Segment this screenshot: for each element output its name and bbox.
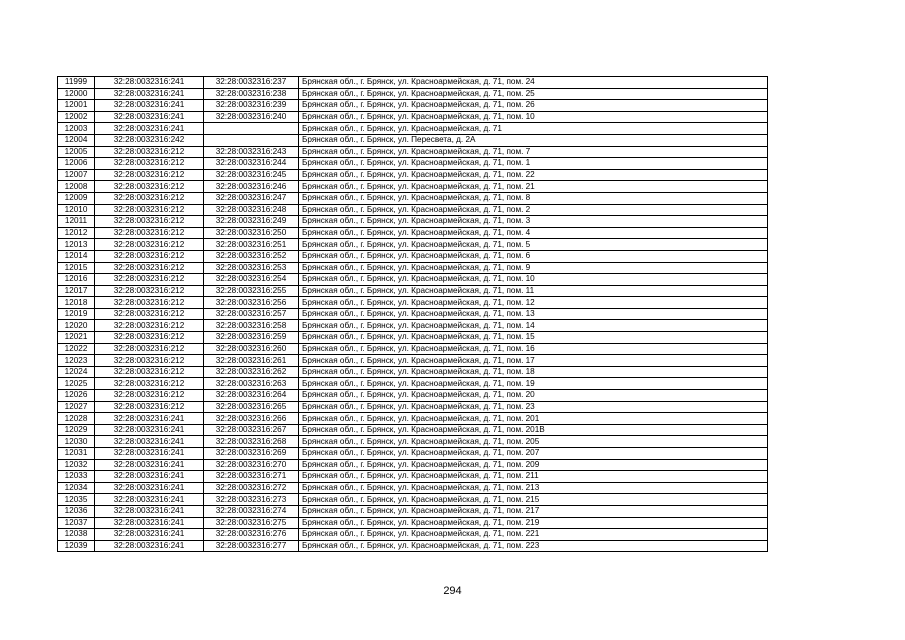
cadastral-number-cell: 32:28:0032316:264 (204, 390, 299, 402)
cadastral-number-cell: 32:28:0032316:253 (204, 262, 299, 274)
parent-cadastral-number-cell: 32:28:0032316:241 (95, 100, 204, 112)
address-cell: Брянская обл., г. Брянск, ул. Красноармейская, д. 71, пом. 20 (299, 390, 768, 402)
parent-cadastral-number-cell: 32:28:0032316:241 (95, 77, 204, 89)
row-number-cell: 12007 (58, 169, 95, 181)
parent-cadastral-number-cell: 32:28:0032316:212 (95, 181, 204, 193)
cadastral-number-cell: 32:28:0032316:265 (204, 401, 299, 413)
row-number-cell: 12029 (58, 424, 95, 436)
parent-cadastral-number-cell: 32:28:0032316:241 (95, 459, 204, 471)
row-number-cell: 12021 (58, 332, 95, 344)
address-cell: Брянская обл., г. Брянск, ул. Красноармейская, д. 71, пом. 22 (299, 169, 768, 181)
parent-cadastral-number-cell: 32:28:0032316:212 (95, 262, 204, 274)
row-number-cell: 12035 (58, 494, 95, 506)
row-number-cell: 12038 (58, 529, 95, 541)
row-number-cell: 12014 (58, 250, 95, 262)
row-number-cell: 12023 (58, 355, 95, 367)
parent-cadastral-number-cell: 32:28:0032316:241 (95, 494, 204, 506)
row-number-cell: 12016 (58, 274, 95, 286)
cadastral-number-cell: 32:28:0032316:261 (204, 355, 299, 367)
cadastral-number-cell: 32:28:0032316:248 (204, 204, 299, 216)
address-cell: Брянская обл., г. Брянск, ул. Красноармейская, д. 71, пом. 12 (299, 297, 768, 309)
cadastral-number-cell: 32:28:0032316:239 (204, 100, 299, 112)
address-cell: Брянская обл., г. Брянск, ул. Красноармейская, д. 71, пом. 18 (299, 366, 768, 378)
cadastral-number-cell: 32:28:0032316:252 (204, 250, 299, 262)
row-number-cell: 12019 (58, 308, 95, 320)
row-number-cell: 12028 (58, 413, 95, 425)
row-number-cell: 12010 (58, 204, 95, 216)
address-cell: Брянская обл., г. Брянск, ул. Красноармейская, д. 71, пом. 8 (299, 192, 768, 204)
table-row (58, 459, 768, 471)
table-row (58, 77, 768, 89)
row-number-cell: 12024 (58, 366, 95, 378)
page-number: 294 (443, 585, 462, 597)
table-row (58, 262, 768, 274)
address-cell: Брянская обл., г. Брянск, ул. Красноармейская, д. 71, пом. 3 (299, 216, 768, 228)
cadastral-number-cell: 32:28:0032316:249 (204, 216, 299, 228)
table-row (58, 540, 768, 552)
address-cell: Брянская обл., г. Брянск, ул. Красноармейская, д. 71, пом. 2 (299, 204, 768, 216)
cadastral-number-cell: 32:28:0032316:254 (204, 274, 299, 286)
table-row (58, 100, 768, 112)
cadastral-number-cell: 32:28:0032316:271 (204, 471, 299, 483)
address-cell: Брянская обл., г. Брянск, ул. Красноармейская, д. 71, пом. 24 (299, 77, 768, 89)
address-cell: Брянская обл., г. Брянск, ул. Красноармейская, д. 71 (299, 123, 768, 135)
row-number-cell: 12002 (58, 111, 95, 123)
address-cell: Брянская обл., г. Брянск, ул. Красноармейская, д. 71, пом. 4 (299, 227, 768, 239)
table-row (58, 517, 768, 529)
parent-cadastral-number-cell: 32:28:0032316:241 (95, 540, 204, 552)
cadastral-number-cell: 32:28:0032316:273 (204, 494, 299, 506)
table-row (58, 239, 768, 251)
row-number-cell: 12031 (58, 448, 95, 460)
cadastral-number-cell: 32:28:0032316:276 (204, 529, 299, 541)
cadastral-number-cell: 32:28:0032316:262 (204, 366, 299, 378)
row-number-cell: 12034 (58, 482, 95, 494)
parent-cadastral-number-cell: 32:28:0032316:242 (95, 134, 204, 146)
parent-cadastral-number-cell: 32:28:0032316:212 (95, 158, 204, 170)
table-row (58, 158, 768, 170)
row-number-cell: 12037 (58, 517, 95, 529)
address-cell: Брянская обл., г. Брянск, ул. Красноармейская, д. 71, пом. 11 (299, 285, 768, 297)
parent-cadastral-number-cell: 32:28:0032316:212 (95, 192, 204, 204)
cadastral-number-cell: 32:28:0032316:274 (204, 505, 299, 517)
table-row (58, 401, 768, 413)
cadastral-number-cell: 32:28:0032316:259 (204, 332, 299, 344)
address-cell: Брянская обл., г. Брянск, ул. Красноармейская, д. 71, пом. 10 (299, 274, 768, 286)
table-row (58, 274, 768, 286)
parent-cadastral-number-cell: 32:28:0032316:212 (95, 216, 204, 228)
address-cell: Брянская обл., г. Брянск, ул. Красноармейская, д. 71, пом. 5 (299, 239, 768, 251)
row-number-cell: 12012 (58, 227, 95, 239)
table-row (58, 216, 768, 228)
row-number-cell: 12025 (58, 378, 95, 390)
table-row (58, 448, 768, 460)
cadastral-number-cell: 32:28:0032316:258 (204, 320, 299, 332)
row-number-cell: 12001 (58, 100, 95, 112)
parent-cadastral-number-cell: 32:28:0032316:241 (95, 436, 204, 448)
row-number-cell: 12018 (58, 297, 95, 309)
parent-cadastral-number-cell: 32:28:0032316:212 (95, 227, 204, 239)
parent-cadastral-number-cell: 32:28:0032316:212 (95, 401, 204, 413)
row-number-cell: 12005 (58, 146, 95, 158)
parent-cadastral-number-cell: 32:28:0032316:241 (95, 471, 204, 483)
table-row (58, 134, 768, 146)
row-number-cell: 12030 (58, 436, 95, 448)
cadastral-number-cell: 32:28:0032316:260 (204, 343, 299, 355)
address-cell: Брянская обл., г. Брянск, ул. Красноармейская, д. 71, пом. 26 (299, 100, 768, 112)
parent-cadastral-number-cell: 32:28:0032316:241 (95, 482, 204, 494)
cadastral-number-cell: 32:28:0032316:245 (204, 169, 299, 181)
parent-cadastral-number-cell: 32:28:0032316:241 (95, 413, 204, 425)
table-row (58, 146, 768, 158)
table-row (58, 494, 768, 506)
table-row (58, 505, 768, 517)
row-number-cell: 12015 (58, 262, 95, 274)
cadastral-number-cell: 32:28:0032316:268 (204, 436, 299, 448)
address-cell: Брянская обл., г. Брянск, ул. Красноармейская, д. 71, пом. 205 (299, 436, 768, 448)
row-number-cell: 12013 (58, 239, 95, 251)
table-row (58, 320, 768, 332)
cadastral-number-cell: 32:28:0032316:257 (204, 308, 299, 320)
parent-cadastral-number-cell: 32:28:0032316:212 (95, 146, 204, 158)
parent-cadastral-number-cell: 32:28:0032316:212 (95, 250, 204, 262)
table-row (58, 297, 768, 309)
address-cell: Брянская обл., г. Брянск, ул. Красноармейская, д. 71, пом. 1 (299, 158, 768, 170)
address-cell: Брянская обл., г. Брянск, ул. Красноармейская, д. 71, пом. 209 (299, 459, 768, 471)
table-row (58, 390, 768, 402)
cadastral-number-cell: 32:28:0032316:238 (204, 88, 299, 100)
cadastral-number-cell (204, 134, 299, 146)
table-row (58, 192, 768, 204)
cadastral-number-cell: 32:28:0032316:269 (204, 448, 299, 460)
table-row (58, 227, 768, 239)
table-row (58, 424, 768, 436)
address-cell: Брянская обл., г. Брянск, ул. Красноармейская, д. 71, пом. 25 (299, 88, 768, 100)
row-number-cell: 12039 (58, 540, 95, 552)
table-row (58, 88, 768, 100)
address-cell: Брянская обл., г. Брянск, ул. Красноармейская, д. 71, пом. 223 (299, 540, 768, 552)
parent-cadastral-number-cell: 32:28:0032316:212 (95, 297, 204, 309)
address-cell: Брянская обл., г. Брянск, ул. Красноармейская, д. 71, пом. 19 (299, 378, 768, 390)
row-number-cell: 12033 (58, 471, 95, 483)
table-row (58, 413, 768, 425)
parent-cadastral-number-cell: 32:28:0032316:212 (95, 320, 204, 332)
address-cell: Брянская обл., г. Брянск, ул. Красноармейская, д. 71, пом. 201В (299, 424, 768, 436)
table-row (58, 355, 768, 367)
parent-cadastral-number-cell: 32:28:0032316:241 (95, 505, 204, 517)
cadastral-number-cell: 32:28:0032316:247 (204, 192, 299, 204)
cadastral-number-cell: 32:28:0032316:255 (204, 285, 299, 297)
table-row (58, 343, 768, 355)
address-cell: Брянская обл., г. Брянск, ул. Красноармейская, д. 71, пом. 21 (299, 181, 768, 193)
parent-cadastral-number-cell: 32:28:0032316:212 (95, 378, 204, 390)
row-number-cell: 12003 (58, 123, 95, 135)
cadastral-number-cell: 32:28:0032316:251 (204, 239, 299, 251)
row-number-cell: 12026 (58, 390, 95, 402)
table-row (58, 181, 768, 193)
address-cell: Брянская обл., г. Брянск, ул. Красноармейская, д. 71, пом. 221 (299, 529, 768, 541)
table-row (58, 204, 768, 216)
table-row (58, 378, 768, 390)
address-cell: Брянская обл., г. Брянск, ул. Красноармейская, д. 71, пом. 23 (299, 401, 768, 413)
parent-cadastral-number-cell: 32:28:0032316:212 (95, 366, 204, 378)
row-number-cell: 11999 (58, 77, 95, 89)
table-row (58, 471, 768, 483)
row-number-cell: 12020 (58, 320, 95, 332)
cadastral-number-cell: 32:28:0032316:263 (204, 378, 299, 390)
address-cell: Брянская обл., г. Брянск, ул. Красноармейская, д. 71, пом. 13 (299, 308, 768, 320)
cadastral-number-cell: 32:28:0032316:244 (204, 158, 299, 170)
cadastral-number-cell: 32:28:0032316:240 (204, 111, 299, 123)
cadastral-number-cell: 32:28:0032316:272 (204, 482, 299, 494)
parent-cadastral-number-cell: 32:28:0032316:212 (95, 308, 204, 320)
cadastral-number-cell: 32:28:0032316:246 (204, 181, 299, 193)
row-number-cell: 12000 (58, 88, 95, 100)
row-number-cell: 12008 (58, 181, 95, 193)
address-cell: Брянская обл., г. Брянск, ул. Красноармейская, д. 71, пом. 17 (299, 355, 768, 367)
cadastral-table (57, 76, 768, 552)
cadastral-number-cell: 32:28:0032316:237 (204, 77, 299, 89)
parent-cadastral-number-cell: 32:28:0032316:212 (95, 285, 204, 297)
table-row (58, 308, 768, 320)
address-cell: Брянская обл., г. Брянск, ул. Красноармейская, д. 71, пом. 15 (299, 332, 768, 344)
row-number-cell: 12036 (58, 505, 95, 517)
cadastral-number-cell: 32:28:0032316:250 (204, 227, 299, 239)
address-cell: Брянская обл., г. Брянск, ул. Красноармейская, д. 71, пом. 7 (299, 146, 768, 158)
parent-cadastral-number-cell: 32:28:0032316:241 (95, 529, 204, 541)
parent-cadastral-number-cell: 32:28:0032316:212 (95, 274, 204, 286)
table-row (58, 250, 768, 262)
table-row (58, 482, 768, 494)
parent-cadastral-number-cell: 32:28:0032316:241 (95, 123, 204, 135)
address-cell: Брянская обл., г. Брянск, ул. Красноармейская, д. 71, пом. 219 (299, 517, 768, 529)
row-number-cell: 12009 (58, 192, 95, 204)
cadastral-number-cell: 32:28:0032316:267 (204, 424, 299, 436)
parent-cadastral-number-cell: 32:28:0032316:212 (95, 355, 204, 367)
table-row (58, 111, 768, 123)
cadastral-number-cell: 32:28:0032316:270 (204, 459, 299, 471)
address-cell: Брянская обл., г. Брянск, ул. Красноармейская, д. 71, пом. 207 (299, 448, 768, 460)
address-cell: Брянская обл., г. Брянск, ул. Красноармейская, д. 71, пом. 201 (299, 413, 768, 425)
table-row (58, 123, 768, 135)
table-row (58, 285, 768, 297)
row-number-cell: 12006 (58, 158, 95, 170)
address-cell: Брянская обл., г. Брянск, ул. Красноармейская, д. 71, пом. 10 (299, 111, 768, 123)
parent-cadastral-number-cell: 32:28:0032316:241 (95, 88, 204, 100)
address-cell: Брянская обл., г. Брянск, ул. Красноармейская, д. 71, пом. 213 (299, 482, 768, 494)
address-cell: Брянская обл., г. Брянск, ул. Красноармейская, д. 71, пом. 6 (299, 250, 768, 262)
cadastral-number-cell: 32:28:0032316:277 (204, 540, 299, 552)
table-row (58, 366, 768, 378)
address-cell: Брянская обл., г. Брянск, ул. Красноармейская, д. 71, пом. 14 (299, 320, 768, 332)
cadastral-number-cell: 32:28:0032316:256 (204, 297, 299, 309)
row-number-cell: 12027 (58, 401, 95, 413)
cadastral-number-cell (204, 123, 299, 135)
row-number-cell: 12022 (58, 343, 95, 355)
parent-cadastral-number-cell: 32:28:0032316:241 (95, 448, 204, 460)
parent-cadastral-number-cell: 32:28:0032316:212 (95, 332, 204, 344)
table-row (58, 529, 768, 541)
row-number-cell: 12004 (58, 134, 95, 146)
table-row (58, 436, 768, 448)
parent-cadastral-number-cell: 32:28:0032316:241 (95, 111, 204, 123)
cadastral-number-cell: 32:28:0032316:275 (204, 517, 299, 529)
parent-cadastral-number-cell: 32:28:0032316:212 (95, 390, 204, 402)
cadastral-number-cell: 32:28:0032316:243 (204, 146, 299, 158)
address-cell: Брянская обл., г. Брянск, ул. Красноармейская, д. 71, пом. 9 (299, 262, 768, 274)
parent-cadastral-number-cell: 32:28:0032316:212 (95, 204, 204, 216)
parent-cadastral-number-cell: 32:28:0032316:212 (95, 343, 204, 355)
table-row (58, 169, 768, 181)
row-number-cell: 12032 (58, 459, 95, 471)
parent-cadastral-number-cell: 32:28:0032316:212 (95, 169, 204, 181)
cadastral-table-body (58, 77, 768, 552)
row-number-cell: 12011 (58, 216, 95, 228)
table-row (58, 332, 768, 344)
address-cell: Брянская обл., г. Брянск, ул. Красноармейская, д. 71, пом. 215 (299, 494, 768, 506)
address-cell: Брянская обл., г. Брянск, ул. Красноармейская, д. 71, пом. 16 (299, 343, 768, 355)
cadastral-number-cell: 32:28:0032316:266 (204, 413, 299, 425)
address-cell: Брянская обл., г. Брянск, ул. Красноармейская, д. 71, пом. 217 (299, 505, 768, 517)
address-cell: Брянская обл., г. Брянск, ул. Красноармейская, д. 71, пом. 211 (299, 471, 768, 483)
parent-cadastral-number-cell: 32:28:0032316:241 (95, 424, 204, 436)
parent-cadastral-number-cell: 32:28:0032316:212 (95, 239, 204, 251)
parent-cadastral-number-cell: 32:28:0032316:241 (95, 517, 204, 529)
address-cell: Брянская обл., г. Брянск, ул. Пересвета, д. 2А (299, 134, 768, 146)
row-number-cell: 12017 (58, 285, 95, 297)
